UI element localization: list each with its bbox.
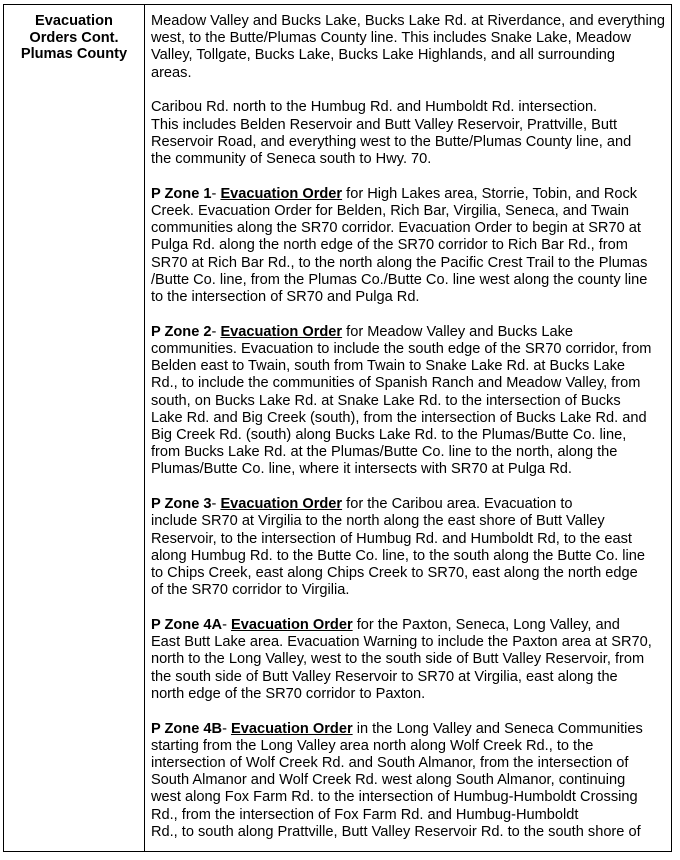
zone-label: P Zone 1: [150, 185, 212, 202]
zone-label: P Zone 4B: [150, 720, 223, 737]
text-line: from Bucks Lake Rd. at the Plumas/Butte Co. line to the north, along the: [150, 444, 618, 461]
text-line: Reservoir, to the intersection of Humbug Rd. and Humboldt Rd, to the east: [150, 530, 632, 547]
paragraph-meadow-valley: [151, 13, 665, 82]
text-line: /Butte Co. line, from the Plumas Co./Butte Co. line west along the county line: [150, 271, 648, 288]
text-line: north to the Long Valley, west to the south side of Butt Valley Reservoir, from: [150, 651, 645, 668]
text-line: starting from the Long Valley area north along Wolf Creek Rd., to the: [150, 737, 594, 754]
section-header-line-1: Evacuation: [35, 13, 113, 29]
text-line: west along Fox Farm Rd. to the intersection of Humbug-Humboldt Crossing: [150, 789, 638, 806]
text-line: of the SR70 corridor to Virgilia.: [150, 582, 350, 599]
paragraph-zone-3: [151, 496, 665, 599]
zone-heading-line: [151, 496, 665, 513]
paragraph-zone-2: [151, 324, 665, 479]
text-line: SR70 at Rich Bar Rd., to the north along the Pacific Crest Trail to the Plumas: [150, 254, 648, 271]
text-line: Rd., from the intersection of Fox Farm Rd. and Humbug-Humboldt: [150, 806, 579, 823]
text-line: This includes Belden Reservoir and Butt Valley Reservoir, Prattville, Butt: [150, 116, 618, 133]
zone-dash: -: [211, 496, 221, 513]
zone-heading-line: [151, 617, 665, 634]
text-line: areas.: [150, 64, 192, 81]
paragraph-zone-4b: [151, 721, 665, 841]
text-line: Valley, Tollgate, Bucks Lake, Bucks Lake Highlands, and all surrounding: [150, 47, 615, 64]
zone-first-line-text: in the Long Valley and Seneca Communities: [352, 720, 643, 737]
text-line: the community of Seneca south to Hwy. 70.: [150, 151, 432, 168]
zone-label: P Zone 4A: [150, 617, 223, 634]
text-line: include SR70 at Virgilia to the north along the east shore of Butt Valley: [150, 513, 605, 530]
text-line: intersection of Wolf Creek Rd. and South Almanor, from the intersection of: [150, 755, 629, 772]
paragraph-zone-4a: [151, 617, 665, 703]
text-line: south, on Bucks Lake Rd. at Snake Lake Rd. to the intersection of Bucks: [150, 392, 621, 409]
section-header-cell: [4, 5, 145, 851]
text-line: Creek. Evacuation Order for Belden, Rich Bar, Virgilia, Seneca, and Twain: [150, 203, 630, 220]
zone-first-line-text: for the Paxton, Seneca, Long Valley, and: [352, 617, 620, 634]
zone-first-line-text: for the Caribou area. Evacuation to: [342, 496, 573, 513]
text-line: communities along the SR70 corridor. Evacuation Order to begin at SR70 at: [150, 220, 641, 237]
text-line: to the intersection of SR70 and Pulga Rd.: [150, 289, 420, 306]
section-header-line-2: Orders Cont.: [29, 29, 119, 46]
zone-heading-line: [151, 721, 665, 738]
evacuation-order-label: Evacuation Order: [220, 185, 343, 202]
zone-label: P Zone 2: [150, 323, 212, 340]
text-line: Reservoir Road, and everything west to the Butte/Plumas County line, and: [150, 133, 632, 150]
zone-dash: -: [211, 323, 221, 340]
text-line: Lake Rd. and Big Creek (south), from the intersection of Bucks Lake Rd. and: [150, 409, 647, 426]
zone-heading-line: [151, 186, 665, 203]
text-line: communities. Evacuation to include the south edge of the SR70 corridor, from: [150, 341, 652, 358]
text-line: South Almanor and Wolf Creek Rd. west along South Almanor, continuing: [150, 772, 626, 789]
zone-label: P Zone 3: [150, 496, 212, 513]
text-line: north edge of the SR70 corridor to Paxton.: [150, 685, 426, 702]
text-line: to Chips Creek, east along Chips Creek to SR70, east along the north edge: [150, 565, 638, 582]
zone-dash: -: [211, 185, 221, 202]
text-line: Caribou Rd. north to the Humbug Rd. and Humboldt Rd. intersection.: [150, 99, 598, 116]
evacuation-order-label: Evacuation Order: [220, 323, 343, 340]
zone-first-line-text: for High Lakes area, Storrie, Tobin, and Rock: [342, 185, 638, 202]
text-line: Rd., to south along Prattville, Butt Valley Reservoir Rd. to the south shore of: [150, 823, 641, 840]
paragraph-caribou-road: [151, 99, 665, 168]
text-line: west, to the Butte/Plumas County line. This includes Snake Lake, Meadow: [150, 30, 631, 47]
paragraph-zone-1: [151, 186, 665, 306]
text-line: Belden east to Twain, south from Twain to Snake Lake Rd. at Bucks Lake: [150, 358, 625, 375]
section-header-line-3: Plumas County: [20, 46, 128, 62]
evacuation-order-label: Evacuation Order: [230, 720, 353, 737]
text-line: Big Creek Rd. (south) along Bucks Lake Rd. to the Plumas/Butte Co. line,: [150, 427, 627, 444]
zone-heading-line: [151, 324, 665, 341]
evacuation-orders-table: [3, 4, 672, 852]
orders-content-cell: [145, 5, 671, 851]
text-line: Meadow Valley and Bucks Lake, Bucks Lake Rd. at Riverdance, and everything: [150, 13, 665, 29]
zone-dash: -: [222, 720, 231, 737]
zone-first-line-text: for Meadow Valley and Bucks Lake: [342, 323, 574, 340]
text-line: Plumas/Butte Co. line, where it intersects with SR70 at Pulga Rd.: [150, 461, 572, 478]
text-line: the south side of Butt Valley Reservoir to SR70 at Virgilia, east along the: [150, 668, 618, 685]
evacuation-order-label: Evacuation Order: [220, 496, 343, 513]
text-line: Rd., to include the communities of Spanish Ranch and Meadow Valley, from: [150, 375, 641, 392]
text-line: along Humbug Rd. to the Butte Co. line, to the south along the Butte Co. line: [150, 547, 646, 564]
evacuation-order-label: Evacuation Order: [230, 617, 353, 634]
zone-dash: -: [222, 617, 231, 634]
text-line: Pulga Rd. along the north edge of the SR70 corridor to Rich Bar Rd., from: [150, 237, 628, 254]
text-line: East Butt Lake area. Evacuation Warning to include the Paxton area at SR70,: [150, 634, 652, 651]
